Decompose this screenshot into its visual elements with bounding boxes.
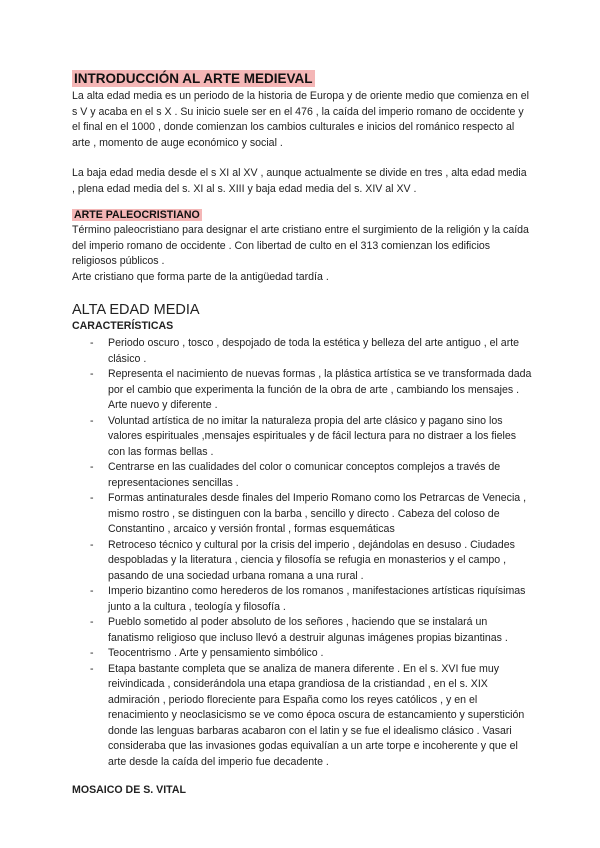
list-item: - Voluntad artística de no imitar la naturaleza propia del arte clásico y pagano sino los valores espirituales ,mensajes espirituales y de fácil lectura para no distraer a los fieles con las formas bellas . <box>108 414 532 461</box>
section-heading-paleocristiano: ARTE PALEOCRISTIANO <box>74 209 200 221</box>
paleo-paragraph-1: Término paleocristiano para designar el arte cristiano entre el surgimiento de la religión y la caída del imperio romano de occidente . Con libertad de culto en el 313 comienzan los edificios religiosos públicos . <box>72 224 529 267</box>
list-item: - Formas antinaturales desde finales del Imperio Romano como los Petrarcas de Venecia , mismo rostro , se distinguen con la barba , sencillo y directo . Cabeza del coloso de Constantino , arcaico y versión frontal , formas esquemáticas <box>108 491 532 538</box>
list-item: - Imperio bizantino como herederos de los romanos , manifestaciones artísticas riquísimas junto a la cultura , teología y filosofía . <box>108 584 532 615</box>
list-item: - Centrarse en las cualidades del color o comunicar conceptos complejos a través de representaciones sencillas . <box>108 460 532 491</box>
intro-paragraph-2: La baja edad media desde el s XI al XV , aunque actualmente se divide en tres , alta edad media , plena edad media del s. XI al s. XIII y baja edad media del s. XIV al XV . <box>72 167 527 195</box>
subheading-caracteristicas: CARACTERÍSTICAS <box>72 320 174 332</box>
list-item: - Etapa bastante completa que se analiza de manera diferente . En el s. XVI fue muy reivindicada , considerándola una etapa grandiosa de la cristiandad , en el s. XIX admiración , periodo floreciente para España como los reyes católicos , y en el renacimiento y neoclasicismo se ve como época oscura de estancamiento y superstición donde las lenguas barbaras acabaron con el latin y se fue el idealismo clásico . Vasari consideraba que las invasiones godas equivalían a un arte torpe e incoherente y que el arte desde la caída del imperio fue decadente . <box>108 662 532 771</box>
intro-paragraph-1: La alta edad media es un periodo de la historia de Europa y de oriente medio que comienza en el s V y acaba en el s X . Su inicio suele ser en el 476 , la caída del imperio romano de occidente y el final en el 1000 , donde comienzan los cambios culturales e inicios del románico respecto al arte , momento de auge económico y social . <box>72 90 530 149</box>
list-item: - Periodo oscuro , tosco , despojado de toda la estética y belleza del arte antiguo , el arte clásico . <box>108 336 532 367</box>
paleo-paragraph-2: Arte cristiano que forma parte de la antigüedad tardía . <box>72 270 329 283</box>
list-item: - Representa el nacimiento de nuevas formas , la plástica artística se ve transformada dada por el cambio que experimenta la función de la obra de arte , cambiando los mensajes . Arte nuevo y diferente . <box>108 367 532 414</box>
section-heading-alta-edad-media: ALTA EDAD MEDIA <box>72 302 200 318</box>
characteristics-list <box>72 336 532 770</box>
spacer <box>72 151 532 166</box>
section-heading-mosaico: MOSAICO DE S. VITAL <box>72 784 186 796</box>
document-title: INTRODUCCIÓN AL ARTE MEDIEVAL <box>74 71 313 86</box>
list-item: - Teocentrismo . Arte y pensamiento simbólico . <box>108 646 532 662</box>
list-item: - Pueblo sometido al poder absoluto de los señores , haciendo que se instalará un fanatismo religioso que incluso llevó a destruir algunas imágenes propias bizantinas . <box>108 615 532 646</box>
document-page <box>72 70 532 796</box>
list-item: - Retroceso técnico y cultural por la crisis del imperio , dejándolas en desuso . Ciudades despobladas y la literatura , ciencia y filosofía se refugia en monasterios y el campo , pasando de una sociedad urbana romana a una rural . <box>108 538 532 585</box>
